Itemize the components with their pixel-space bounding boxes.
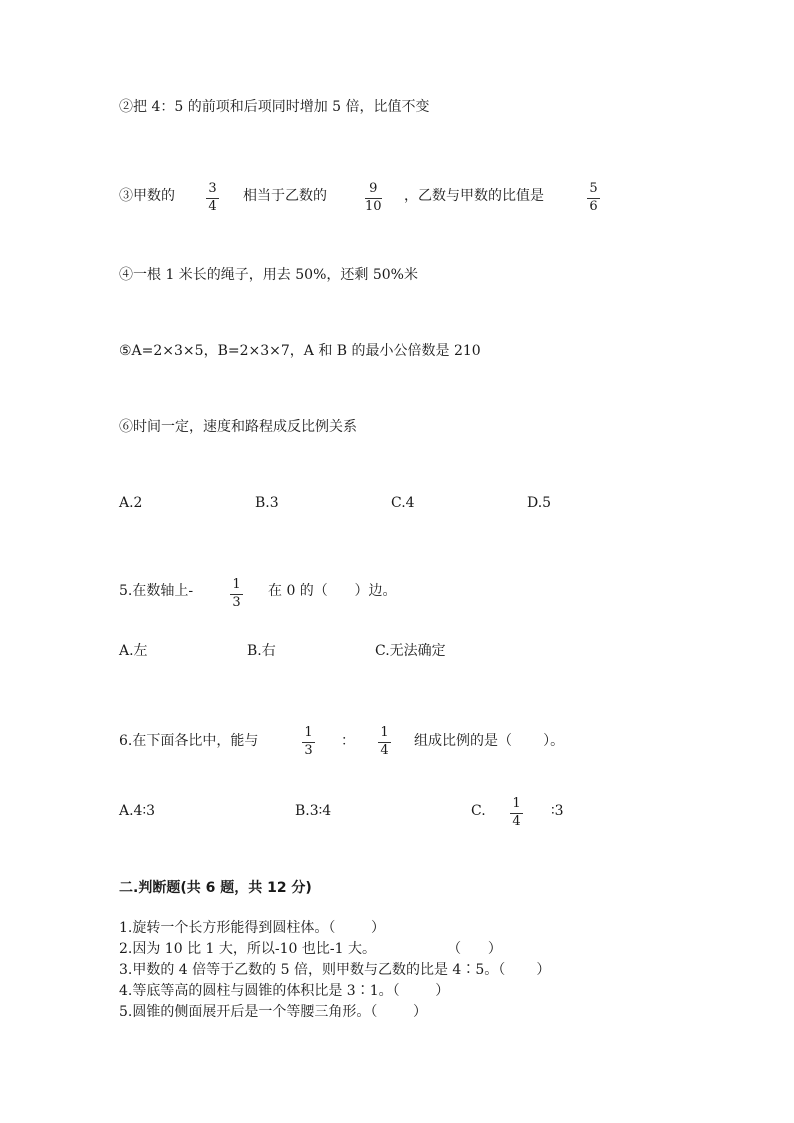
q5-fraction-one-third — [230, 578, 243, 610]
tf-question-1: 1.旋转一个长方形能得到圆柱体。（ ） — [119, 920, 385, 936]
q5-stem-part-a: 5.在数轴上- — [119, 583, 194, 599]
q5-option-c[interactable]: C.无法确定 — [375, 643, 446, 659]
fraction-numerator: 9 — [369, 181, 378, 196]
q6-fraction-one-third — [302, 726, 315, 758]
q6-stem-part-b: 组成比例的是（ ）。 — [414, 733, 565, 749]
q6-option-c-fraction — [510, 797, 523, 829]
statement-4: ④一根 1 米长的绳子，用去 50%，还剩 50%米 — [119, 267, 418, 283]
fraction-denominator: 4 — [380, 743, 389, 758]
fraction-five-sixths — [587, 182, 600, 214]
fraction-numerator: 5 — [589, 181, 598, 196]
q4-option-c[interactable]: C.4 — [391, 495, 415, 511]
q6-option-b[interactable]: B.3∶4 — [295, 803, 332, 819]
q6-option-c[interactable]: C. — [471, 803, 486, 819]
q4-option-a[interactable]: A.2 — [119, 495, 143, 511]
fraction-numerator: 1 — [380, 725, 389, 740]
fraction-numerator: 3 — [208, 181, 217, 196]
fraction-numerator: 1 — [232, 577, 241, 592]
statement-3-part-b: 相当于乙数的 — [243, 188, 327, 204]
fraction-numerator: 1 — [304, 725, 313, 740]
fraction-denominator: 6 — [589, 199, 598, 214]
q6-ratio-colon: ： — [341, 733, 355, 749]
q6-stem-part-a: 6.在下面各比中，能与 — [119, 733, 259, 749]
fraction-numerator: 1 — [512, 796, 521, 811]
q6-option-c-tail: ∶3 — [551, 803, 564, 819]
q4-option-b[interactable]: B.3 — [255, 495, 279, 511]
section-2-heading: 二.判断题(共 6 题，共 12 分) — [119, 880, 312, 896]
tf-question-5: 5.圆锥的侧面展开后是一个等腰三角形。（ ） — [119, 1004, 427, 1020]
statement-3-part-a: ③甲数的 — [119, 188, 175, 204]
fraction-denominator: 4 — [512, 814, 521, 829]
statement-3-part-c: ，乙数与甲数的比值是 — [404, 188, 544, 204]
statement-6: ⑥时间一定，速度和路程成反比例关系 — [119, 419, 357, 435]
tf-question-2: 2.因为 10 比 1 大，所以-10 也比-1 大。 （ ） — [119, 941, 502, 957]
fraction-denominator: 3 — [304, 743, 313, 758]
q5-option-a[interactable]: A.左 — [119, 643, 148, 659]
q6-option-a[interactable]: A.4∶3 — [119, 803, 156, 819]
tf-question-4: 4.等底等高的圆柱与圆锥的体积比是 3∶1。（ ） — [119, 983, 450, 999]
fraction-nine-tenths — [363, 182, 384, 214]
statement-2: ②把 4：5 的前项和后项同时增加 5 倍，比值不变 — [119, 99, 430, 115]
q5-option-b[interactable]: B.右 — [247, 643, 276, 659]
fraction-denominator: 4 — [208, 199, 217, 214]
fraction-denominator: 10 — [365, 199, 382, 214]
q6-fraction-one-quarter — [378, 726, 391, 758]
fraction-three-quarters — [206, 182, 219, 214]
fraction-denominator: 3 — [232, 595, 241, 610]
tf-question-3: 3.甲数的 4 倍等于乙数的 5 倍，则甲数与乙数的比是 4∶5。（ ） — [119, 962, 551, 978]
q5-stem-part-b: 在 0 的（ ）边。 — [268, 583, 397, 599]
statement-5: ⑤A=2×3×5，B=2×3×7，A 和 B 的最小公倍数是 210 — [119, 343, 481, 359]
q4-option-d[interactable]: D.5 — [527, 495, 552, 511]
